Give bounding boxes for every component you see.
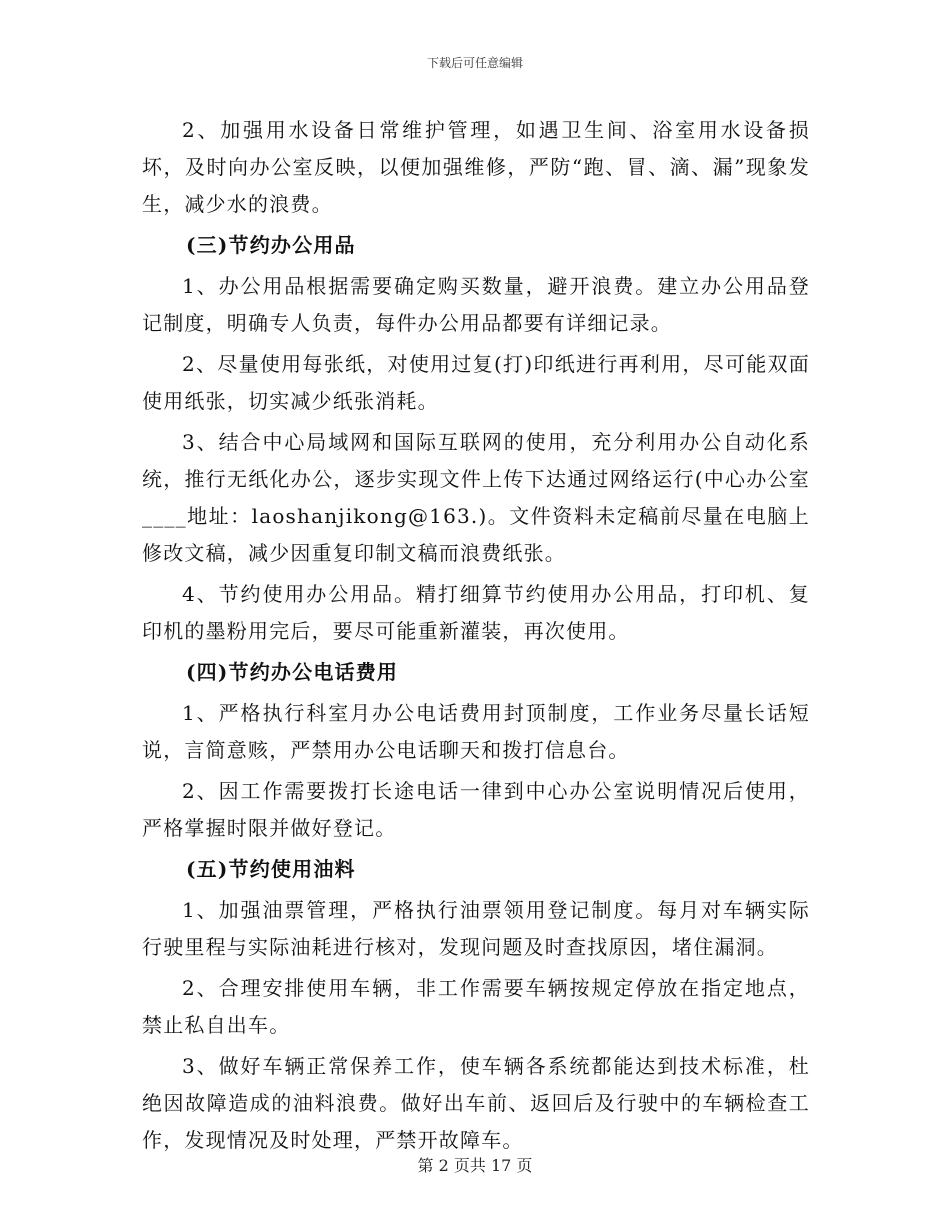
section-heading-office-supplies: (三)节约办公用品: [186, 233, 356, 257]
section-heading-phone-costs: (四)节约办公电话费用: [186, 660, 399, 684]
paragraph-long-distance: 2、因工作需要拨打长途电话一律到中心办公室说明情况后使用，严格掌握时限并做好登记。: [142, 779, 810, 840]
paragraph-phone-cap: 1、严格执行科室月办公电话费用封顶制度，工作业务尽量长话短说，言简意赅，严禁用办公电话聊天和拨打信息台。: [142, 701, 810, 762]
page-header: 下载后可任意编辑: [426, 56, 523, 70]
document-body: [142, 112, 810, 1163]
paragraph-vehicle-scheduling: 2、合理安排使用车辆，非工作需要车辆按规定停放在指定地点，禁止私自出车。: [142, 976, 810, 1037]
paragraph-fuel-tickets: 1、加强油票管理，严格执行油票领用登记制度。每月对车辆实际行驶里程与实际油耗进行核对，发现问题及时查找原因，堵住漏洞。: [142, 898, 810, 959]
paragraph-paperless-office: 3、结合中心局域网和国际互联网的使用，充分利用办公自动化系统，推行无纸化办公，逐步实现文件上传下达通过网络运行(中心办公室____地址：laoshanjikong@163.)。文件资料未定稿前尽量在电脑上修改文稿，减少因重复印制文稿而浪费纸张。: [142, 430, 810, 565]
page-number-footer: 第 2 页共 17 页: [417, 1156, 533, 1175]
section-heading-fuel: (五)节约使用油料: [186, 857, 356, 881]
paragraph-toner-refill: 4、节约使用办公用品。精打细算节约使用办公用品，打印机、复印机的墨粉用完后，要尽可能重新灌装，再次使用。: [142, 582, 810, 643]
paragraph-supplies-purchase: 1、办公用品根据需要确定购买数量，避开浪费。建立办公用品登记制度，明确专人负责，每件办公用品都要有详细记录。: [142, 274, 810, 335]
paragraph-paper-usage: 2、尽量使用每张纸，对使用过复(打)印纸进行再利用，尽可能双面使用纸张，切实减少纸张消耗。: [142, 352, 810, 413]
paragraph-water-maintenance: 2、加强用水设备日常维护管理，如遇卫生间、浴室用水设备损坏，及时向办公室反映，以便加强维修，严防“跑、冒、滴、漏”现象发生，减少水的浪费。: [142, 118, 810, 216]
paragraph-vehicle-maintenance: 3、做好车辆正常保养工作，使车辆各系统都能达到技术标准，杜绝因故障造成的油料浪费。做好出车前、返回后及行驶中的车辆检查工作，发现情况及时处理，严禁开故障车。: [142, 1054, 810, 1152]
